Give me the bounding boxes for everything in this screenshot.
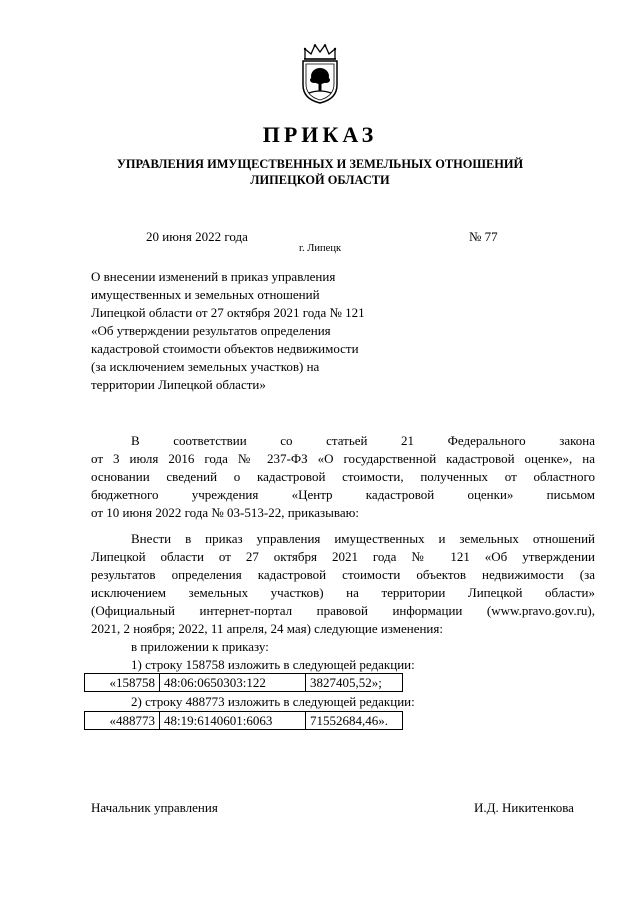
table-cell-cadastral-number: 48:06:0650303:122: [160, 674, 306, 692]
table-cell-row-number: «488773: [85, 712, 160, 730]
document-number: № 77: [469, 229, 498, 244]
paragraph-order: [91, 530, 595, 674]
coat-of-arms-icon: [299, 43, 341, 105]
subject-line: Липецкой области от 27 октября 2021 года № 121: [91, 305, 365, 320]
table-cell-cadastral-number: 48:19:6140601:6063: [160, 712, 306, 730]
organization-line-1: УПРАВЛЕНИЯ ИМУЩЕСТВЕННЫХ И ЗЕМЕЛЬНЫХ ОТНОШЕНИЙ: [116, 157, 524, 171]
paragraph-line: 2021, 2 ноября; 2022, 11 апреля, 24 мая) следующие изменения:: [91, 621, 443, 636]
item-1-text: 1) строку 158758 изложить в следующей редакции:: [131, 657, 415, 672]
item-2-text: 2) строку 488773 изложить в следующей редакции:: [131, 694, 415, 709]
paragraph-line: от 3 июля 2016 года № 237-ФЗ «О государственной кадастровой оценке», на: [91, 451, 595, 466]
signature-position: Начальник управления: [91, 800, 218, 815]
paragraph-line: от 10 июня 2022 года № 03-513-22, приказываю:: [91, 505, 359, 520]
table-cell-row-number: «158758: [85, 674, 160, 692]
replacement-row-table-1: [84, 673, 403, 692]
subject-line: О внесении изменений в приказ управления: [91, 269, 336, 284]
subject-line: «Об утверждении результатов определения: [91, 323, 331, 338]
subject-line: территории Липецкой области»: [91, 377, 266, 392]
paragraph-line: Липецкой области от 27 октября 2021 года № 121 «Об утверждении: [91, 549, 595, 564]
paragraph-line: (Официальный интернет-портал правовой информации (www.pravo.gov.ru),: [91, 603, 595, 618]
paragraph-line: основании сведений о кадастровой стоимости, полученных от областного: [91, 469, 595, 484]
table-row: [85, 674, 403, 692]
signature-name: И.Д. Никитенкова: [474, 800, 574, 815]
subject-line: (за исключением земельных участков) на: [91, 359, 320, 374]
subject-line: кадастровой стоимости объектов недвижимости: [91, 341, 359, 356]
table-row: [85, 712, 403, 730]
paragraph-line: бюджетного учреждения «Центр кадастровой оценки» письмом: [91, 487, 595, 502]
document-city: г. Липецк: [298, 243, 342, 254]
replacement-row-table-2: [84, 711, 403, 730]
subject-line: имущественных и земельных отношений: [91, 287, 320, 302]
organization-line-2: ЛИПЕЦКОЙ ОБЛАСТИ: [250, 173, 390, 187]
table-cell-cadastral-value: 3827405,52»;: [306, 674, 403, 692]
document-date: 20 июня 2022 года: [146, 229, 248, 244]
appendix-intro: в приложении к приказу:: [131, 639, 269, 654]
paragraph-basis: [91, 432, 595, 522]
paragraph-line: исключением земельных участков) на территории Липецкой области»: [91, 585, 595, 600]
paragraph-line: результатов определения кадастровой стоимости объектов недвижимости (за: [91, 567, 595, 582]
table-cell-cadastral-value: 71552684,46».: [306, 712, 403, 730]
paragraph-line: В соответствии со статьей 21 Федерального закона: [131, 433, 595, 448]
paragraph-line: Внести в приказ управления имущественных и земельных отношений: [131, 531, 595, 546]
document-title: ПРИКАЗ: [262, 122, 378, 147]
